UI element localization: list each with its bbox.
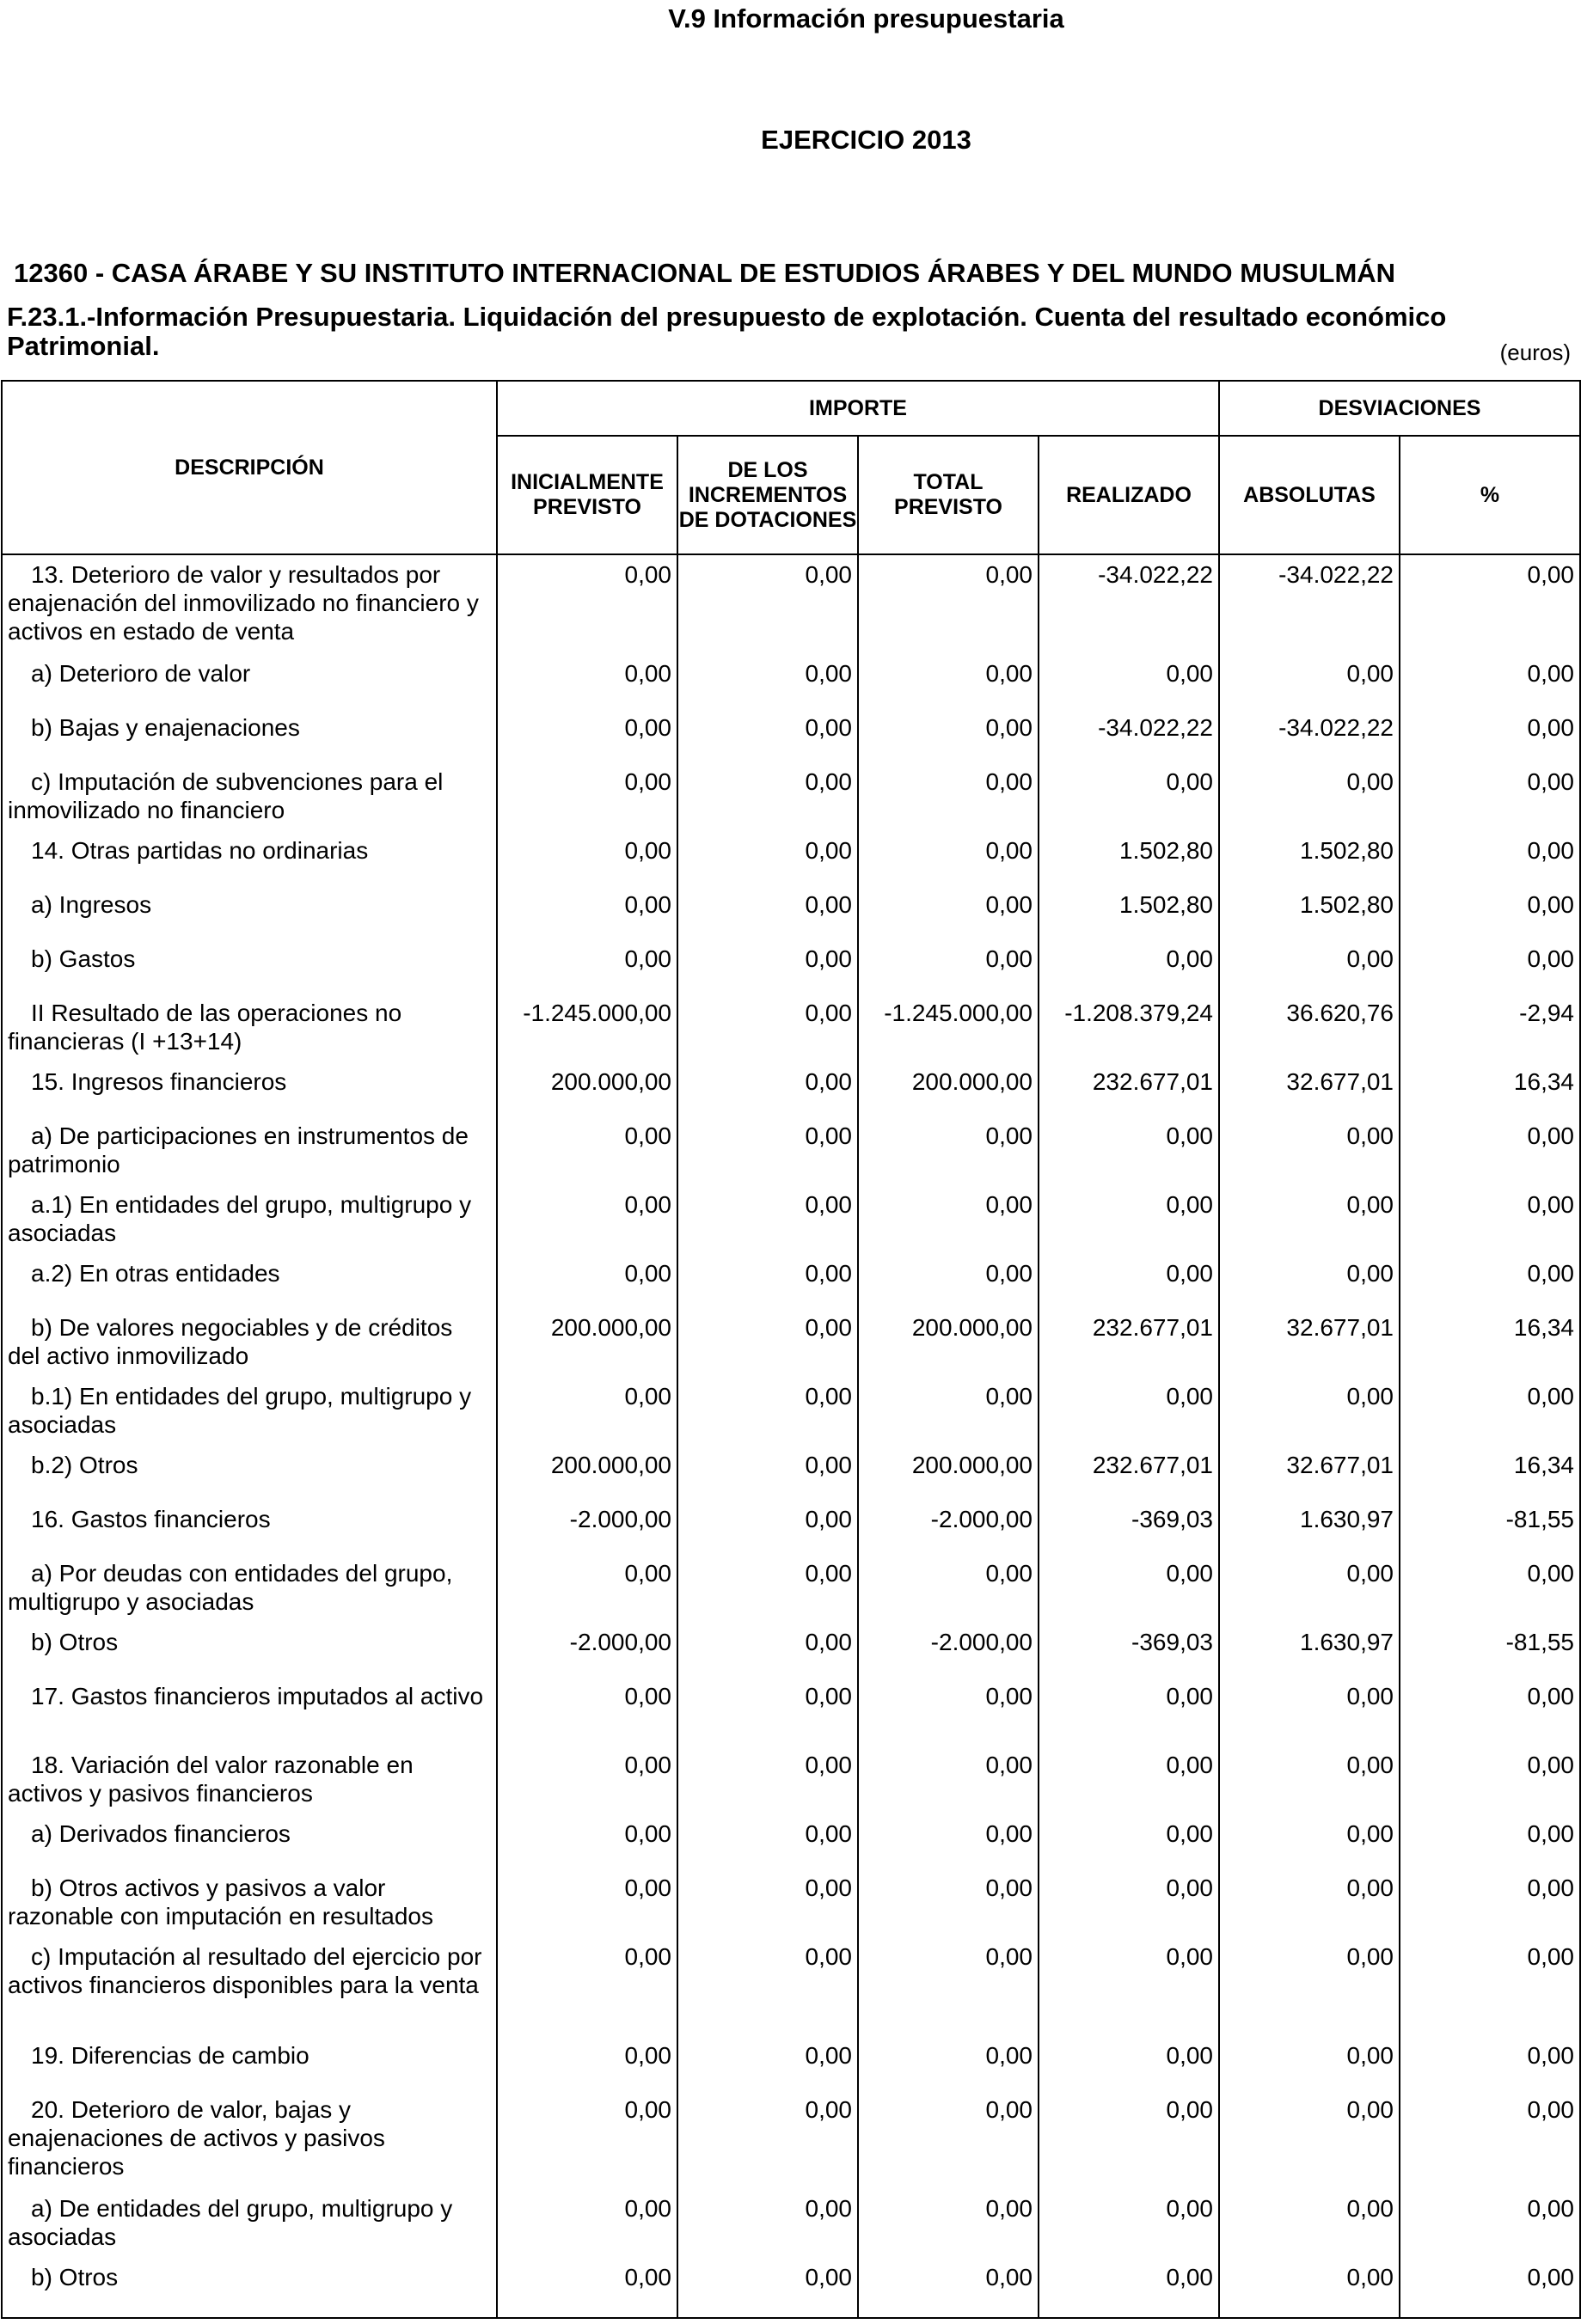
table-row [2,1942,1580,2041]
value-realized: 0,00 [1039,2095,1219,2194]
value-total: 0,00 [858,713,1039,768]
value-percent: 0,00 [1400,1874,1580,1942]
row-description: a) Ingresos [2,890,497,945]
value-percent: 0,00 [1400,1122,1580,1190]
row-description: 14. Otras partidas no ordinarias [2,836,497,890]
header-description: DESCRIPCIÓN [2,381,497,554]
value-percent: 0,00 [1400,890,1580,945]
value-realized: 232.677,01 [1039,1313,1219,1382]
table-row [2,768,1580,836]
table-row [2,999,1580,1067]
header-increments: DE LOS INCREMENTOS DE DOTACIONES [677,436,858,554]
value-absolute: 0,00 [1219,1259,1400,1313]
value-initial: 0,00 [497,1942,677,2041]
value-initial: -1.245.000,00 [497,999,677,1067]
value-absolute: 36.620,76 [1219,999,1400,1067]
value-increments: 0,00 [677,768,858,836]
value-total: 0,00 [858,554,1039,659]
value-total: 0,00 [858,659,1039,713]
table-row [2,1451,1580,1505]
budget-table [1,380,1581,2319]
value-absolute: 1.502,80 [1219,836,1400,890]
value-realized: 0,00 [1039,1122,1219,1190]
row-description: b) Bajas y enajenaciones [2,713,497,768]
value-total: 200.000,00 [858,1067,1039,1122]
value-percent: 0,00 [1400,2041,1580,2095]
value-total: 0,00 [858,1259,1039,1313]
section-title: V.9 Información presupuestaria [668,3,1064,34]
value-increments: 0,00 [677,713,858,768]
value-increments: 0,00 [677,1382,858,1451]
row-description: 16. Gastos financieros [2,1505,497,1559]
value-increments: 0,00 [677,2041,858,2095]
value-absolute: 0,00 [1219,1819,1400,1874]
value-initial: 0,00 [497,1122,677,1190]
table-row [2,1819,1580,1874]
value-initial: 0,00 [497,2263,677,2318]
table-row [2,554,1580,659]
value-absolute: 0,00 [1219,1751,1400,1819]
value-absolute: 0,00 [1219,768,1400,836]
value-increments: 0,00 [677,554,858,659]
value-absolute: 1.630,97 [1219,1505,1400,1559]
value-increments: 0,00 [677,2263,858,2318]
value-total: 0,00 [858,2095,1039,2194]
value-initial: 0,00 [497,945,677,999]
value-initial: 0,00 [497,1682,677,1751]
row-description: b) Otros activos y pasivos a valor razonable con imputación en resultados [2,1874,497,1942]
row-description: a.2) En otras entidades [2,1259,497,1313]
value-increments: 0,00 [677,1122,858,1190]
value-percent: 0,00 [1400,1942,1580,2041]
value-total: 0,00 [858,1751,1039,1819]
value-initial: 0,00 [497,890,677,945]
value-absolute: 0,00 [1219,1559,1400,1628]
row-description: b.1) En entidades del grupo, multigrupo y asociadas [2,1382,497,1451]
value-absolute: 32.677,01 [1219,1451,1400,1505]
value-absolute: 0,00 [1219,2263,1400,2318]
table-row [2,945,1580,999]
value-absolute: 1.630,97 [1219,1628,1400,1682]
value-total: 0,00 [858,2041,1039,2095]
value-increments: 0,00 [677,1190,858,1259]
value-increments: 0,00 [677,836,858,890]
value-initial: 0,00 [497,1819,677,1874]
value-percent: 0,00 [1400,1259,1580,1313]
value-percent: 16,34 [1400,1451,1580,1505]
value-increments: 0,00 [677,1942,858,2041]
value-initial: 0,00 [497,1190,677,1259]
value-absolute: 0,00 [1219,2041,1400,2095]
table-row [2,2263,1580,2318]
value-percent: 0,00 [1400,2194,1580,2263]
table-row [2,1067,1580,1122]
table-row [2,1628,1580,1682]
row-description: b.2) Otros [2,1451,497,1505]
value-total: 0,00 [858,1874,1039,1942]
table-row [2,713,1580,768]
value-initial: 0,00 [497,713,677,768]
value-absolute: 32.677,01 [1219,1313,1400,1382]
value-percent: 0,00 [1400,945,1580,999]
value-increments: 0,00 [677,1259,858,1313]
row-description: II Resultado de las operaciones no financieras (I +13+14) [2,999,497,1067]
value-initial: 0,00 [497,1259,677,1313]
table-row [2,1559,1580,1628]
value-realized: -34.022,22 [1039,554,1219,659]
entity-name: 12360 - CASA ÁRABE Y SU INSTITUTO INTERNACIONAL DE ESTUDIOS ÁRABES Y DEL MUNDO MUSULMÁN [14,258,1396,288]
value-increments: 0,00 [677,1451,858,1505]
value-realized: 0,00 [1039,1190,1219,1259]
table-row [2,836,1580,890]
value-percent: 0,00 [1400,1190,1580,1259]
report-title: F.23.1.-Información Presupuestaria. Liquidación del presupuesto de explotación. Cuenta del resultado económico Patrimonial. [7,302,1447,361]
table-row [2,659,1580,713]
currency-units: (euros) [1499,339,1571,365]
value-absolute: 0,00 [1219,1190,1400,1259]
exercise-year: EJERCICIO 2013 [761,125,971,155]
row-description: 19. Diferencias de cambio [2,2041,497,2095]
row-description: a) Por deudas con entidades del grupo, multigrupo y asociadas [2,1559,497,1628]
table-row [2,1682,1580,1751]
value-increments: 0,00 [677,1682,858,1751]
value-realized: 232.677,01 [1039,1067,1219,1122]
value-total: 0,00 [858,768,1039,836]
value-absolute: 32.677,01 [1219,1067,1400,1122]
value-initial: 0,00 [497,1559,677,1628]
value-initial: 0,00 [497,2041,677,2095]
value-increments: 0,00 [677,1067,858,1122]
value-initial: 0,00 [497,2095,677,2194]
value-increments: 0,00 [677,1505,858,1559]
value-realized: -1.208.379,24 [1039,999,1219,1067]
value-total: 0,00 [858,1190,1039,1259]
value-percent: 0,00 [1400,2095,1580,2194]
value-realized: 232.677,01 [1039,1451,1219,1505]
row-description: a) Deterioro de valor [2,659,497,713]
value-initial: 0,00 [497,659,677,713]
value-percent: -2,94 [1400,999,1580,1067]
value-initial: 0,00 [497,2194,677,2263]
table-row [2,1259,1580,1313]
value-initial: 200.000,00 [497,1313,677,1382]
table-row [2,1505,1580,1559]
value-percent: 0,00 [1400,1819,1580,1874]
value-realized: 0,00 [1039,1682,1219,1751]
value-initial: 0,00 [497,836,677,890]
row-description: c) Imputación de subvenciones para el inmovilizado no financiero [2,768,497,836]
value-total: 0,00 [858,2194,1039,2263]
value-increments: 0,00 [677,2095,858,2194]
row-description: b) Otros [2,1628,497,1682]
value-percent: 0,00 [1400,836,1580,890]
header-importe: IMPORTE [497,381,1219,436]
row-description: b) De valores negociables y de créditos del activo inmovilizado [2,1313,497,1382]
value-total: 200.000,00 [858,1313,1039,1382]
value-total: 0,00 [858,1942,1039,2041]
value-percent: 16,34 [1400,1067,1580,1122]
value-percent: 0,00 [1400,1382,1580,1451]
value-increments: 0,00 [677,1628,858,1682]
value-absolute: 0,00 [1219,2095,1400,2194]
value-total: 0,00 [858,836,1039,890]
value-realized: -34.022,22 [1039,713,1219,768]
row-description: 13. Deterioro de valor y resultados por enajenación del inmovilizado no financiero y activos en estado de venta [2,554,497,659]
value-initial: -2.000,00 [497,1505,677,1559]
value-realized: 0,00 [1039,1259,1219,1313]
table-row [2,1122,1580,1190]
value-total: 0,00 [858,1682,1039,1751]
value-percent: 16,34 [1400,1313,1580,1382]
value-percent: -81,55 [1400,1628,1580,1682]
value-realized: 1.502,80 [1039,836,1219,890]
header-absolute: ABSOLUTAS [1219,436,1400,554]
header-realized: REALIZADO [1039,436,1219,554]
value-initial: 0,00 [497,1382,677,1451]
value-percent: 0,00 [1400,2263,1580,2318]
value-absolute: 0,00 [1219,1942,1400,2041]
table-row [2,2194,1580,2263]
value-realized: 0,00 [1039,1382,1219,1451]
row-description: a) De entidades del grupo, multigrupo y asociadas [2,2194,497,2263]
value-initial: 0,00 [497,1874,677,1942]
value-realized: 0,00 [1039,2194,1219,2263]
value-increments: 0,00 [677,890,858,945]
value-absolute: 0,00 [1219,1874,1400,1942]
value-absolute: -34.022,22 [1219,713,1400,768]
value-realized: 0,00 [1039,2041,1219,2095]
value-initial: -2.000,00 [497,1628,677,1682]
value-percent: 0,00 [1400,659,1580,713]
row-description: 20. Deterioro de valor, bajas y enajenaciones de activos y pasivos financieros [2,2095,497,2194]
value-increments: 0,00 [677,1819,858,1874]
value-increments: 0,00 [677,1874,858,1942]
value-absolute: 1.502,80 [1219,890,1400,945]
row-description: b) Gastos [2,945,497,999]
value-realized: 0,00 [1039,1942,1219,2041]
value-absolute: 0,00 [1219,1382,1400,1451]
value-total: 0,00 [858,890,1039,945]
row-description: c) Imputación al resultado del ejercicio por activos financieros disponibles para la venta [2,1942,497,2041]
value-total: 0,00 [858,1122,1039,1190]
value-total: -2.000,00 [858,1505,1039,1559]
header-desviaciones: DESVIACIONES [1219,381,1580,436]
value-initial: 0,00 [497,1751,677,1819]
value-initial: 200.000,00 [497,1067,677,1122]
table-body [2,554,1580,2318]
value-absolute: -34.022,22 [1219,554,1400,659]
value-total: -1.245.000,00 [858,999,1039,1067]
value-total: 0,00 [858,2263,1039,2318]
value-increments: 0,00 [677,999,858,1067]
table-row [2,2095,1580,2194]
table-row [2,1874,1580,1942]
header-percent: % [1400,436,1580,554]
value-initial: 200.000,00 [497,1451,677,1505]
value-percent: 0,00 [1400,1751,1580,1819]
value-percent: 0,00 [1400,713,1580,768]
value-realized: 0,00 [1039,659,1219,713]
table-row [2,1313,1580,1382]
value-total: -2.000,00 [858,1628,1039,1682]
value-percent: -81,55 [1400,1505,1580,1559]
value-increments: 0,00 [677,1313,858,1382]
table-row [2,1751,1580,1819]
value-absolute: 0,00 [1219,659,1400,713]
value-realized: 0,00 [1039,2263,1219,2318]
value-realized: 0,00 [1039,1751,1219,1819]
row-description: b) Otros [2,2263,497,2318]
value-increments: 0,00 [677,2194,858,2263]
value-initial: 0,00 [497,768,677,836]
value-realized: 0,00 [1039,1874,1219,1942]
row-description: a.1) En entidades del grupo, multigrupo y asociadas [2,1190,497,1259]
value-realized: -369,03 [1039,1505,1219,1559]
value-realized: 0,00 [1039,768,1219,836]
value-absolute: 0,00 [1219,1682,1400,1751]
table-row [2,2041,1580,2095]
value-percent: 0,00 [1400,1559,1580,1628]
value-absolute: 0,00 [1219,1122,1400,1190]
value-absolute: 0,00 [1219,945,1400,999]
value-percent: 0,00 [1400,554,1580,659]
value-total: 200.000,00 [858,1451,1039,1505]
value-increments: 0,00 [677,945,858,999]
header-total: TOTAL PREVISTO [858,436,1039,554]
value-percent: 0,00 [1400,768,1580,836]
value-total: 0,00 [858,1382,1039,1451]
row-description: a) De participaciones en instrumentos de patrimonio [2,1122,497,1190]
row-description: a) Derivados financieros [2,1819,497,1874]
value-realized: -369,03 [1039,1628,1219,1682]
value-total: 0,00 [858,1559,1039,1628]
table-row [2,1190,1580,1259]
value-initial: 0,00 [497,554,677,659]
row-description: 17. Gastos financieros imputados al activo [2,1682,497,1751]
value-percent: 0,00 [1400,1682,1580,1751]
value-total: 0,00 [858,1819,1039,1874]
value-realized: 0,00 [1039,1819,1219,1874]
row-description: 18. Variación del valor razonable en activos y pasivos financieros [2,1751,497,1819]
value-realized: 1.502,80 [1039,890,1219,945]
value-increments: 0,00 [677,1751,858,1819]
header-initial: INICIALMENTE PREVISTO [497,436,677,554]
value-increments: 0,00 [677,1559,858,1628]
row-description: 15. Ingresos financieros [2,1067,497,1122]
value-total: 0,00 [858,945,1039,999]
table-row [2,890,1580,945]
value-absolute: 0,00 [1219,2194,1400,2263]
value-realized: 0,00 [1039,1559,1219,1628]
table-row [2,1382,1580,1451]
value-increments: 0,00 [677,659,858,713]
value-realized: 0,00 [1039,945,1219,999]
